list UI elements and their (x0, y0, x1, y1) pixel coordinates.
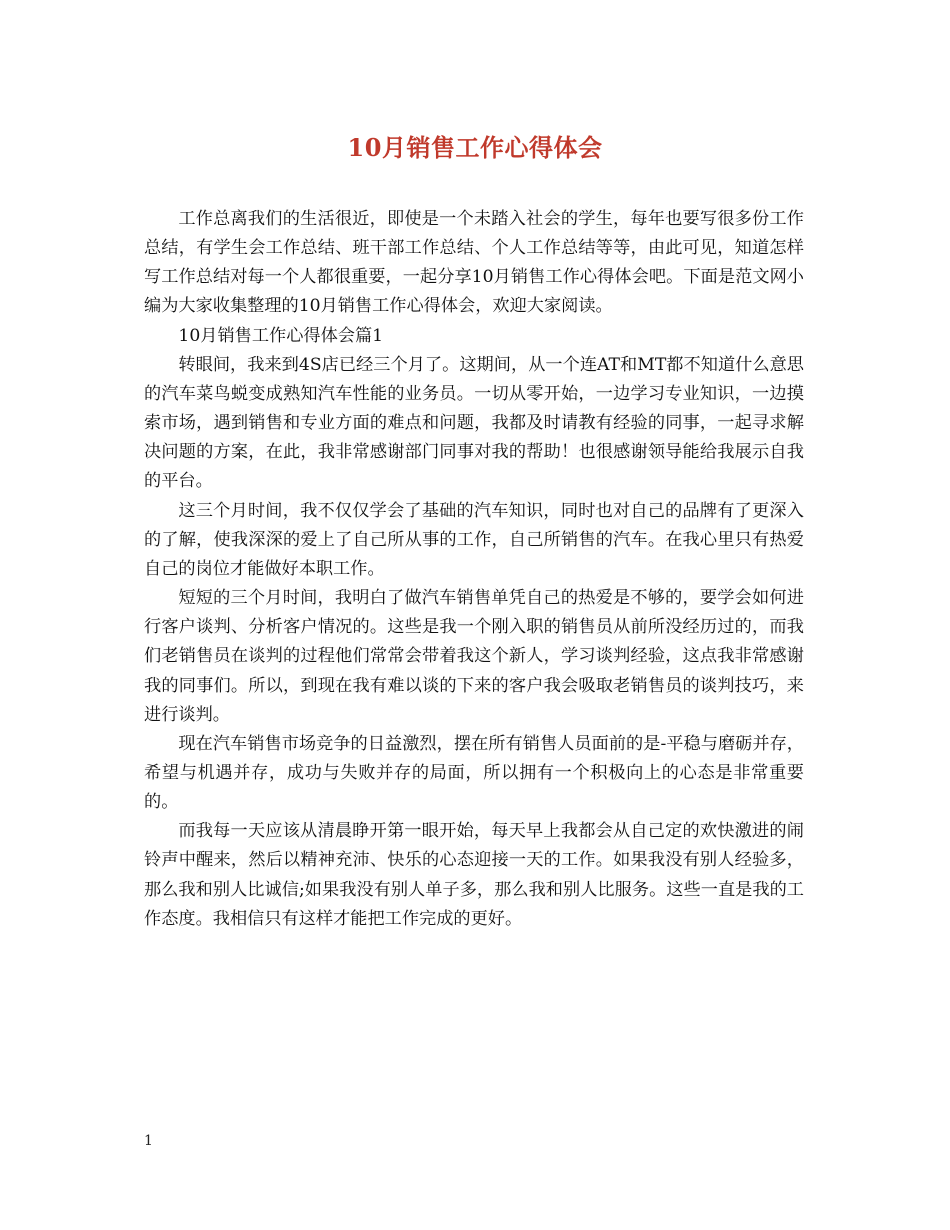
paragraph-intro: 工作总离我们的生活很近，即使是一个未踏入社会的学生，每年也要写很多份工作总结，有学生会工作总结、班干部工作总结、个人工作总结等等，由此可见，知道怎样写工作总结对每一个人都很重要，一起分享10月销售工作心得体会吧。下面是范文网小编为大家收集整理的10月销售工作心得体会，欢迎大家阅读。 (144, 209, 804, 317)
section-heading: 10月销售工作心得体会篇1 (178, 325, 384, 346)
paragraph: 这三个月时间，我不仅仅学会了基础的汽车知识，同时也对自己的品牌有了更深入的了解，使我深深的爱上了自己所从事的工作，自己所销售的汽车。在我心里只有热爱自己的岗位才能做好本职工作。 (144, 500, 804, 579)
paragraph: 现在汽车销售市场竞争的日益激烈，摆在所有销售人员面前的是-平稳与磨砺并存，希望与机遇并存，成功与失败并存的局面，所以拥有一个积极向上的心态是非常重要的。 (144, 733, 804, 813)
paragraph: 短短的三个月时间，我明白了做汽车销售单凭自己的热爱是不够的，要学会如何进行客户谈判、分析客户情况的。这些是我一个刚入职的销售员从前所没经历过的，而我们老销售员在谈判的过程他们常常会带着我这个新人，学习谈判经验，这点我非常感谢我的同事们。所以，到现在我有难以谈的下来的客户我会吸取老销售员的谈判技巧，来进行谈判。 (144, 588, 804, 725)
document-title: 10月销售工作心得体会 (347, 133, 603, 162)
page-number: 1 (144, 1133, 153, 1149)
paragraph: 而我每一天应该从清晨睁开第一眼开始，每天早上我都会从自己定的欢快激进的闹铃声中醒来，然后以精神充沛、快乐的心态迎接一天的工作。如果我没有别人经验多，那么我和别人比诚信;如果我没有别人单子多，那么我和别人比服务。这些一直是我的工作态度。我相信只有这样才能把工作完成的更好。 (144, 821, 804, 929)
paragraph: 转眼间，我来到4S店已经三个月了。这期间，从一个连AT和MT都不知道什么意思的汽车菜鸟蜕变成熟知汽车性能的业务员。一切从零开始，一边学习专业知识，一边摸索市场，遇到销售和专业方面的难点和问题，我都及时请教有经验的同事，一起寻求解决问题的方案，在此，我非常感谢部门同事对我的帮助！也很感谢领导能给我展示自我的平台。 (144, 354, 804, 492)
document-body (144, 205, 804, 934)
